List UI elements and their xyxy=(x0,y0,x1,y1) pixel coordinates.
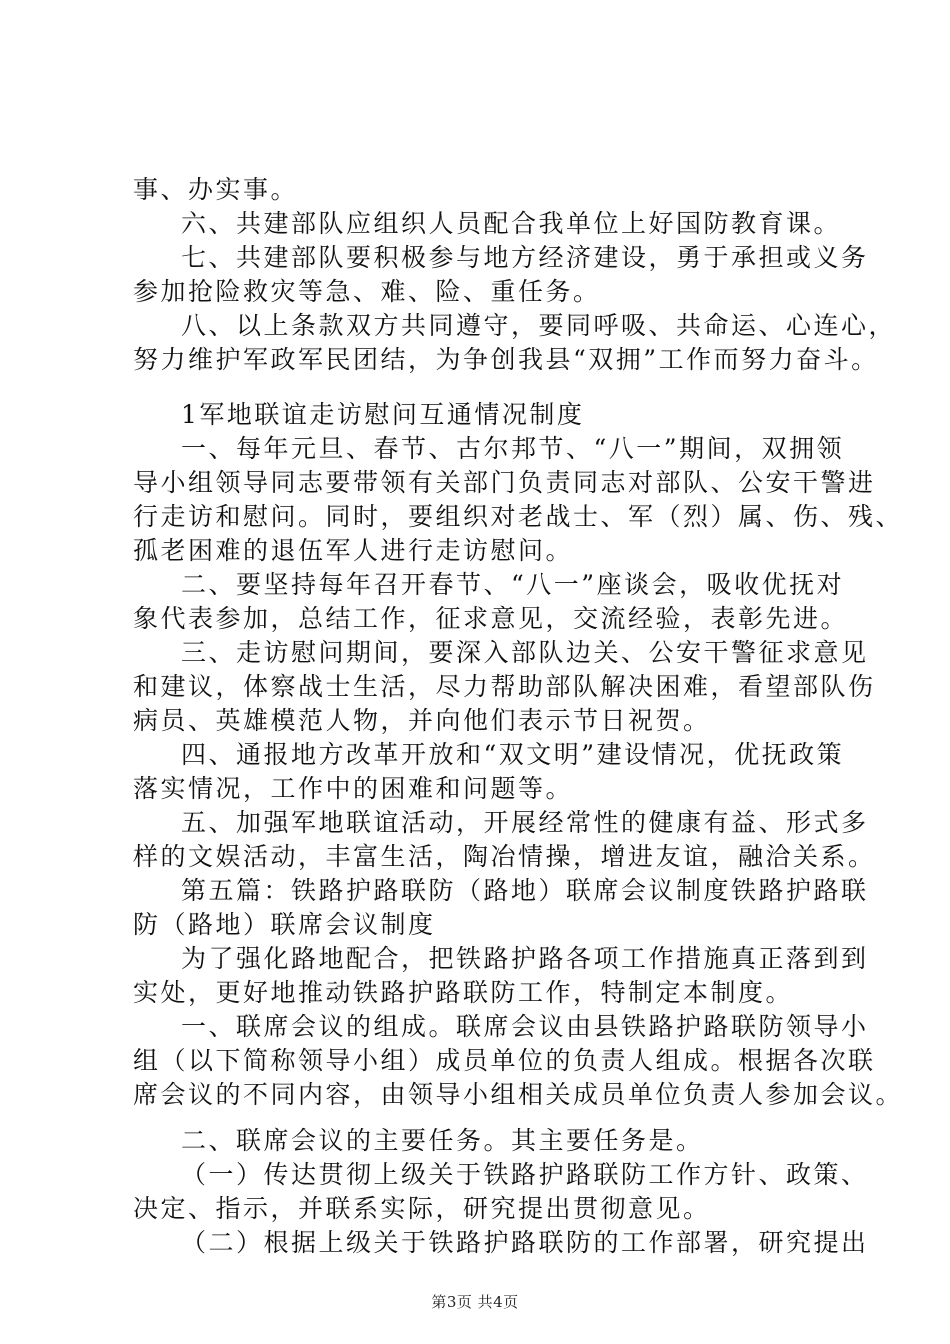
section-heading: 防（路地）联席会议制度 xyxy=(133,910,436,939)
text-line: 为了强化路地配合，把铁路护路各项工作措施真正落到到 xyxy=(181,944,869,973)
text-line: 事、办实事。 xyxy=(133,175,299,204)
text-line: 七、共建部队要积极参与地方经济建设，勇于承担或义务 xyxy=(181,243,869,272)
text-line: 四、通报地方改革开放和“双文明”建设情况，优抚政策 xyxy=(181,740,845,769)
text-line: 样的文娱活动，丰富生活，陶冶情操，增进友谊，融洽关系。 xyxy=(133,842,876,871)
text-line: 行走访和慰问。同时，要组织对老战士、军（烈）属、伤、残、 xyxy=(133,502,904,531)
text-line: 努力维护军政军民团结，为争创我县“双拥”工作而努力奋斗。 xyxy=(133,345,879,374)
text-line: 五、加强军地联谊活动，开展经常性的健康有益、形式多 xyxy=(181,808,869,837)
text-line: （一）传达贯彻上级关于铁路护路联防工作方针、政策、 xyxy=(181,1160,869,1189)
text-line: 六、共建部队应组织人员配合我单位上好国防教育课。 xyxy=(181,209,842,238)
text-line: 孤老困难的退伍军人进行走访慰问。 xyxy=(133,536,574,565)
text-line: 导小组领导同志要带领有关部门负责同志对部队、公安干警进 xyxy=(133,468,876,497)
text-line: 一、联席会议的组成。联席会议由县铁路护路联防领导小 xyxy=(181,1012,869,1041)
section-heading: 第五篇：铁路护路联防（路地）联席会议制度铁路护路联 xyxy=(181,876,869,905)
text-line: 一、每年元旦、春节、古尔邦节、“八一”期间，双拥领 xyxy=(181,434,845,463)
text-line: （二）根据上级关于铁路护路联防的工作部署，研究提出 xyxy=(181,1228,869,1257)
text-line: 决定、指示，并联系实际，研究提出贯彻意见。 xyxy=(133,1194,711,1223)
text-line: 实处，更好地推动铁路护路联防工作，特制定本制度。 xyxy=(133,978,794,1007)
text-line: 二、联席会议的主要任务。其主要任务是。 xyxy=(181,1126,704,1155)
text-line: 和建议，体察战士生活，尽力帮助部队解决困难，看望部队伤 xyxy=(133,672,876,701)
text-line: 八、以上条款双方共同遵守，要同呼吸、共命运、心连心， xyxy=(181,311,897,340)
text-line: 落实情况，工作中的困难和问题等。 xyxy=(133,774,574,803)
text-line: 病员、英雄模范人物，并向他们表示节日祝贺。 xyxy=(133,706,711,735)
text-line: 组（以下简称领导小组）成员单位的负责人组成。根据各次联 xyxy=(133,1046,876,1075)
text-line: 二、要坚持每年召开春节、“八一”座谈会，吸收优抚对 xyxy=(181,570,845,599)
text-line: 席会议的不同内容，由领导小组相关成员单位负责人参加会议。 xyxy=(133,1080,904,1109)
text-line: 三、走访慰问期间，要深入部队边关、公安干警征求意见 xyxy=(181,638,869,667)
page-footer: 第3页 共4页 xyxy=(431,1293,519,1311)
text-line: 参加抢险救灾等急、难、险、重任务。 xyxy=(133,277,601,306)
text-line: 象代表参加，总结工作，征求意见，交流经验，表彰先进。 xyxy=(133,604,849,633)
section-heading: 1军地联谊走访慰问互通情况制度 xyxy=(181,400,585,429)
